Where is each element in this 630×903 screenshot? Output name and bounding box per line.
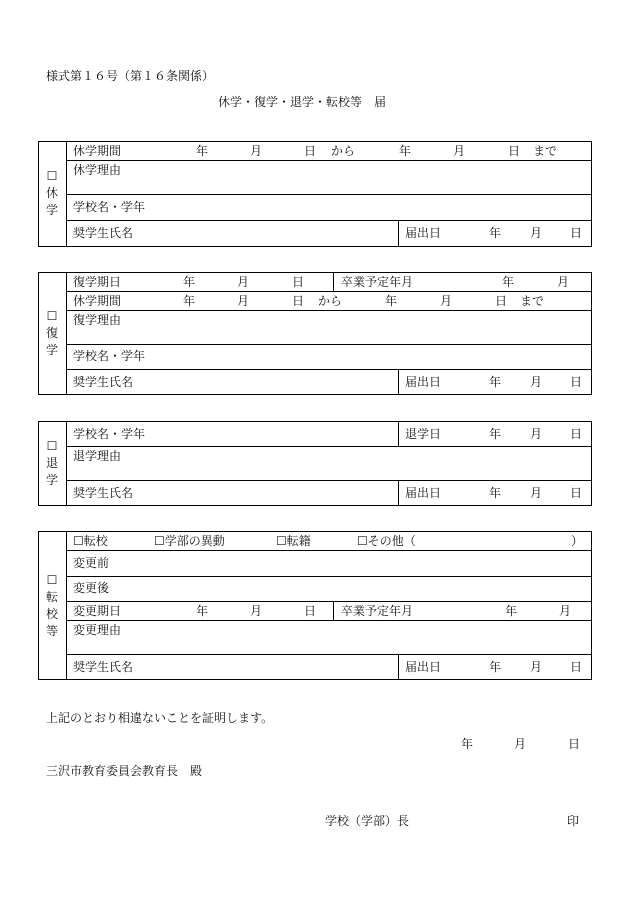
seal-mark: 印 xyxy=(567,814,580,828)
option-transfer[interactable]: ☐転校 xyxy=(73,534,108,548)
taigaku-name-label: 奨学生氏名 xyxy=(73,486,134,500)
tenko-label: ☐ 転 校 等 xyxy=(38,572,66,640)
checkbox-tenko[interactable]: ☐ xyxy=(46,573,58,587)
kyugaku-school-label: 学校名・学年 xyxy=(73,200,146,214)
kyugaku-reason-label: 休学理由 xyxy=(73,163,122,177)
taigaku-label: ☐ 退 学 xyxy=(38,438,66,489)
fukugaku-school-label: 学校名・学年 xyxy=(73,349,146,363)
option-registry[interactable]: ☐転籍 xyxy=(276,534,311,548)
tenko-change-date-label: 変更期日 xyxy=(73,604,122,618)
fukugaku-period-label: 休学期間 xyxy=(73,294,122,308)
checkbox-transfer[interactable]: ☐ xyxy=(73,534,84,548)
kyugaku-period-label: 休学期間 xyxy=(73,144,122,158)
tenko-before-label: 変更前 xyxy=(73,556,110,570)
checkbox-kyugaku[interactable]: ☐ xyxy=(46,169,58,183)
fukugaku-name-label: 奨学生氏名 xyxy=(73,375,134,389)
checkbox-taigaku[interactable]: ☐ xyxy=(46,439,58,453)
option-dept-change[interactable]: ☐学部の異動 xyxy=(154,534,225,548)
taigaku-date-label: 退学日 xyxy=(405,427,442,441)
kyugaku-name-label: 奨学生氏名 xyxy=(73,226,134,240)
option-other[interactable]: ☐その他（ xyxy=(357,534,416,548)
checkbox-registry[interactable]: ☐ xyxy=(276,534,287,548)
checkbox-dept-change[interactable]: ☐ xyxy=(154,534,165,548)
kyugaku-label: ☐ 休 学 xyxy=(38,168,66,219)
principal-label: 学校（学部）長 xyxy=(325,814,410,828)
fukugaku-label: ☐ 復 学 xyxy=(38,308,66,359)
addressee: 三沢市教育委員会教育長 殿 xyxy=(46,764,203,778)
taigaku-school-label: 学校名・学年 xyxy=(73,427,146,441)
taigaku-reason-label: 退学理由 xyxy=(73,449,122,463)
form-number: 様式第１６号（第１６条関係） xyxy=(46,69,215,83)
fukugaku-date-label: 復学期日 xyxy=(73,275,122,289)
tenko-after-label: 変更後 xyxy=(73,581,110,595)
tenko-name-label: 奨学生氏名 xyxy=(73,660,134,674)
tenko-reason-label: 変更理由 xyxy=(73,623,122,637)
checkbox-fukugaku[interactable]: ☐ xyxy=(46,309,58,323)
checkbox-other[interactable]: ☐ xyxy=(357,534,368,548)
form-title: 休学・復学・退学・転校等 届 xyxy=(218,95,387,109)
fukugaku-reason-label: 復学理由 xyxy=(73,313,122,327)
certify-text: 上記のとおり相違ないことを証明します。 xyxy=(46,711,274,725)
